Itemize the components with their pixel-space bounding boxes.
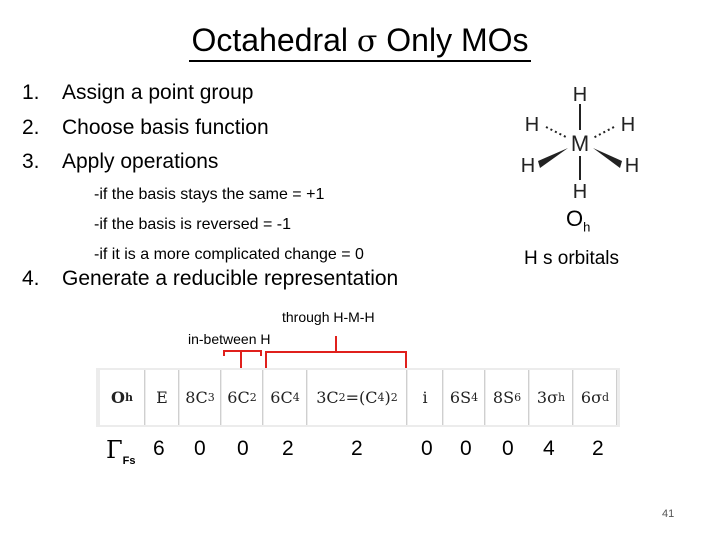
sub-step: -if the basis stays the same = +1 [94, 186, 325, 203]
header-cell-text: E [156, 388, 168, 407]
header-cell-i [408, 370, 443, 425]
header-cell-text: i [422, 388, 428, 407]
atom-h-bottom: H [572, 181, 588, 200]
gamma-value-i: 0 [421, 437, 433, 460]
header-cell-superscript: 2 [390, 391, 398, 404]
point-group-symbol: O [566, 206, 584, 231]
gamma-subscript: Fs [122, 455, 136, 467]
gamma-fs-label [106, 436, 136, 467]
atom-m-center: M [570, 131, 590, 156]
header-cell-text: 6σ [580, 388, 603, 407]
through-hmh-label: through H-M-H [282, 309, 375, 325]
header-cell-6c4 [264, 370, 307, 425]
header-cell-subscript: 3 [207, 391, 215, 404]
header-cell-6sigma-d [574, 370, 617, 425]
header-cell-subscript: 4 [292, 391, 300, 404]
list-text: Generate a reducible representation [62, 267, 399, 290]
bracket-in-between [224, 351, 261, 356]
title-text-part: Octahedral [191, 22, 357, 58]
header-cell-text: 8C [185, 388, 208, 407]
list-number: 4. [22, 267, 40, 290]
header-cell-text: 3σ [536, 388, 558, 407]
gamma-value-3c2: 2 [351, 437, 363, 460]
sub-step: -if the basis is reversed = -1 [94, 216, 291, 233]
atom-h-front-left: H [520, 155, 536, 177]
header-cell-subscript: h [124, 391, 133, 404]
sigma-symbol: σ [356, 24, 378, 59]
atom-h-back-right: H [620, 114, 636, 136]
page-number: 41 [662, 508, 675, 520]
gamma-value-6c2: 0 [237, 437, 249, 460]
header-cell-subscript: 6 [514, 391, 522, 404]
list-text: Choose basis function [62, 115, 269, 139]
gamma-value-e: 6 [153, 437, 165, 460]
header-cell-text: 6S [449, 388, 472, 407]
atom-h-front-right: H [624, 155, 640, 177]
gamma-value-6sigma-d: 2 [592, 437, 604, 460]
gamma-value-3sigma-h: 4 [543, 437, 555, 460]
header-cell-text: ) [384, 388, 391, 407]
header-cell-text: 6C [227, 388, 250, 407]
gamma-symbol: Γ [106, 436, 123, 464]
header-cell-subscript: h [558, 391, 566, 404]
point-group-subscript: h [583, 219, 591, 235]
list-number: 3. [22, 150, 40, 173]
sub-step: -if it is a more complicated change = 0 [94, 246, 364, 263]
header-cell-subscript: d [602, 391, 610, 404]
in-between-h-label: in-between H [188, 331, 271, 347]
gamma-value-6s4: 0 [460, 437, 472, 460]
character-table-header [96, 368, 620, 427]
header-cell-oh [100, 370, 145, 425]
header-cell-text: 6C [270, 388, 293, 407]
header-cell-6s4 [444, 370, 485, 425]
header-cell-8s6 [486, 370, 529, 425]
list-text: Apply operations [62, 150, 219, 173]
gamma-value-6c4: 2 [282, 437, 294, 460]
header-cell-e [146, 370, 179, 425]
header-cell-subscript: 2 [338, 391, 346, 404]
header-cell-subscript: 4 [377, 391, 385, 404]
atom-h-top: H [572, 84, 588, 106]
header-cell-text: 8S [492, 388, 515, 407]
header-cell-text: =(C [345, 388, 378, 407]
list-text: Assign a point group [62, 81, 254, 104]
title-text-part: Only MOs [377, 22, 529, 58]
header-cell-8c3 [180, 370, 221, 425]
header-cell-3sigma-h [530, 370, 573, 425]
atom-h-back-left: H [524, 114, 540, 136]
list-number: 1. [22, 81, 40, 104]
header-cell-3c2 [308, 370, 407, 425]
header-cell-subscript: 2 [249, 391, 257, 404]
header-cell-subscript: 4 [471, 391, 479, 404]
header-cell-text: O [111, 388, 125, 407]
list-number: 2. [22, 115, 40, 139]
header-cell-text: 3C [316, 388, 339, 407]
gamma-value-8s6: 0 [502, 437, 514, 460]
header-cell-6c2 [222, 370, 263, 425]
gamma-value-8c3: 0 [194, 437, 206, 460]
basis-label: H s orbitals [524, 248, 620, 269]
